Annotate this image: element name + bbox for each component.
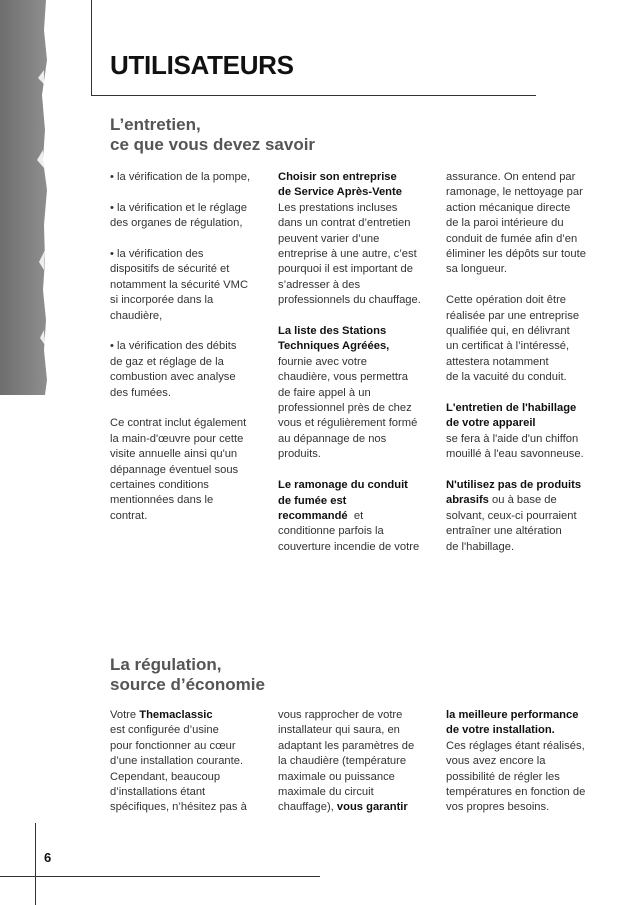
text-line bbox=[278, 170, 436, 185]
text-line bbox=[278, 432, 436, 447]
bold-text: Techniques Agréées, bbox=[278, 340, 390, 353]
text-line bbox=[110, 723, 268, 738]
text: maximale du circuit bbox=[278, 786, 374, 799]
bold-text: Choisir son entreprise bbox=[278, 171, 397, 183]
text: sa longueur. bbox=[446, 263, 507, 276]
text: vous rapprocher de votre bbox=[278, 709, 403, 721]
text-line bbox=[446, 370, 604, 385]
text-line bbox=[446, 339, 604, 354]
text: • la vérification des bbox=[110, 248, 204, 260]
text: Cependant, beaucoup bbox=[110, 770, 221, 783]
text: est configurée d’usine bbox=[110, 724, 219, 737]
paragraph bbox=[278, 170, 436, 309]
text: un certificat à l’intéressé, bbox=[446, 340, 570, 353]
text-line bbox=[278, 216, 436, 231]
text: éliminer les dépôts sur toute bbox=[446, 248, 586, 261]
text-line bbox=[110, 216, 268, 231]
text: d’une installation courante. bbox=[110, 755, 244, 768]
top-vertical-rule bbox=[91, 0, 92, 96]
text-line bbox=[278, 524, 436, 539]
text: Votre bbox=[110, 709, 140, 721]
text-line bbox=[110, 262, 268, 277]
text-line bbox=[446, 785, 604, 800]
text-line bbox=[278, 247, 436, 262]
text-line bbox=[278, 324, 436, 339]
text: au dépannage de nos bbox=[278, 432, 387, 445]
text: combustion avec analyse bbox=[110, 371, 236, 384]
text-line bbox=[278, 355, 436, 370]
section-heading-entretien bbox=[110, 115, 315, 155]
bold-text: abrasifs bbox=[446, 494, 489, 507]
bottom-vertical-rule bbox=[35, 823, 36, 905]
text-line bbox=[446, 324, 604, 339]
text-line bbox=[446, 401, 604, 416]
text: Ces réglages étant réalisés, bbox=[446, 739, 585, 752]
paragraph bbox=[278, 324, 436, 463]
text-line bbox=[278, 339, 436, 354]
text-line bbox=[278, 800, 436, 815]
text-line bbox=[110, 463, 268, 478]
regulation-column-1 bbox=[110, 708, 268, 831]
text: la main-d'œuvre pour cette bbox=[110, 432, 244, 445]
text-line bbox=[110, 785, 268, 800]
paragraph bbox=[446, 478, 604, 555]
text: réalisée par une entreprise bbox=[446, 309, 580, 322]
text: vous et régulièrement formé bbox=[278, 417, 418, 430]
text: vous avez encore la bbox=[446, 755, 546, 768]
text: conditionne parfois la bbox=[278, 525, 384, 538]
bold-text: Themaclassic bbox=[139, 709, 213, 721]
text: pourquoi il est important de bbox=[278, 263, 413, 276]
text: solvant, ceux-ci pourraient bbox=[446, 509, 577, 522]
heading-line: ce que vous devez savoir bbox=[110, 135, 316, 154]
text: Les prestations incluses bbox=[278, 201, 398, 214]
bold-text: La liste des Stations bbox=[278, 325, 387, 338]
text-line bbox=[446, 739, 604, 754]
text: assurance. On entend par bbox=[446, 171, 576, 183]
paragraph bbox=[110, 416, 268, 524]
text-line bbox=[110, 309, 268, 324]
text-line bbox=[278, 494, 436, 509]
text-line bbox=[278, 232, 436, 247]
paragraph bbox=[110, 170, 268, 185]
text: des organes de régulation, bbox=[110, 217, 243, 230]
decorative-side-band bbox=[0, 0, 50, 395]
paragraph bbox=[446, 401, 604, 463]
text-line bbox=[446, 524, 604, 539]
text-line bbox=[110, 278, 268, 293]
text-line bbox=[110, 800, 268, 815]
text: de la vacuité du conduit. bbox=[446, 371, 567, 384]
bold-text: de votre installation. bbox=[446, 724, 555, 737]
text-line bbox=[446, 708, 604, 723]
text-line bbox=[278, 540, 436, 555]
text-line bbox=[110, 170, 268, 185]
text-line bbox=[278, 416, 436, 431]
text: notamment la sécurité VMC bbox=[110, 278, 249, 291]
text: adaptant les paramètres de bbox=[278, 739, 415, 752]
paragraph bbox=[110, 339, 268, 401]
text-line bbox=[446, 447, 604, 462]
text: ramonage, le nettoyage par bbox=[446, 186, 583, 199]
text-line bbox=[446, 201, 604, 216]
text-line bbox=[110, 478, 268, 493]
paragraph bbox=[278, 708, 436, 816]
text: • la vérification de la pompe, bbox=[110, 171, 251, 183]
text-line bbox=[446, 170, 604, 185]
text-line bbox=[278, 278, 436, 293]
heading-line: La régulation, bbox=[110, 655, 222, 674]
text: Ce contrat inclut également bbox=[110, 417, 247, 430]
text-line bbox=[446, 355, 604, 370]
text: chaudière, vous permettra bbox=[278, 371, 408, 384]
text-line bbox=[110, 339, 268, 354]
text-line bbox=[278, 509, 436, 524]
text: dispositifs de sécurité et bbox=[110, 263, 230, 276]
text: chauffage), bbox=[278, 801, 337, 814]
text: mouillé à l'eau savonneuse. bbox=[446, 448, 584, 461]
text: visite annuelle ainsi qu'un bbox=[110, 448, 238, 461]
text: professionnel près de chez bbox=[278, 402, 412, 415]
paragraph bbox=[446, 170, 604, 278]
text-line bbox=[446, 416, 604, 431]
text: certaines conditions bbox=[110, 479, 209, 492]
text: attestera notamment bbox=[446, 355, 549, 368]
regulation-column-3 bbox=[446, 708, 604, 831]
text: couverture incendie de votre bbox=[278, 540, 420, 553]
text-line bbox=[446, 262, 604, 277]
text-line bbox=[110, 493, 268, 508]
text-line bbox=[278, 201, 436, 216]
text: s’adresser à des bbox=[278, 278, 361, 291]
bold-text: L'entretien de l'habillage bbox=[446, 402, 577, 415]
text-line bbox=[446, 800, 604, 815]
bold-text: N'utilisez pas de produits bbox=[446, 479, 582, 492]
text-line bbox=[446, 247, 604, 262]
text: de faire appel à un bbox=[278, 386, 371, 399]
text: entraîner une altération bbox=[446, 525, 562, 538]
text: des fumées. bbox=[110, 386, 171, 399]
text-line bbox=[110, 708, 268, 723]
text-line bbox=[446, 723, 604, 738]
text-line bbox=[278, 723, 436, 738]
text-line bbox=[446, 216, 604, 231]
text: • la vérification des débits bbox=[110, 340, 237, 353]
entretien-column-3 bbox=[446, 170, 604, 571]
text-line bbox=[110, 447, 268, 462]
top-horizontal-rule bbox=[91, 95, 536, 96]
bold-text: vous garantir bbox=[336, 801, 408, 814]
text: de la paroi intérieure du bbox=[446, 217, 564, 230]
text-line bbox=[446, 478, 604, 493]
text-line bbox=[446, 770, 604, 785]
text-line bbox=[110, 509, 268, 524]
text-line bbox=[446, 493, 604, 508]
heading-line: L’entretien, bbox=[110, 115, 201, 134]
text-line bbox=[278, 739, 436, 754]
bold-text: Le ramonage du conduit bbox=[278, 479, 408, 492]
text: spécifiques, n’hésitez pas à bbox=[110, 801, 247, 814]
text-line bbox=[278, 293, 436, 308]
text: qualifiée qui, en délivrant bbox=[446, 325, 570, 338]
paragraph bbox=[110, 247, 268, 324]
bold-text: de votre appareil bbox=[446, 417, 536, 430]
text-line bbox=[278, 185, 436, 200]
text-line bbox=[110, 386, 268, 401]
text-line bbox=[278, 370, 436, 385]
text-line bbox=[278, 708, 436, 723]
text-line bbox=[110, 370, 268, 385]
text: se fera à l'aide d'un chiffon bbox=[446, 432, 579, 445]
text-line bbox=[446, 185, 604, 200]
text: • la vérification et le réglage bbox=[110, 201, 247, 214]
heading-line: source d’économie bbox=[110, 675, 265, 694]
text: chaudière, bbox=[110, 309, 163, 322]
text-line bbox=[278, 262, 436, 277]
text: ou à base de bbox=[488, 494, 557, 507]
paragraph bbox=[278, 478, 436, 555]
text: professionnels du chauffage. bbox=[278, 294, 421, 307]
text-line bbox=[446, 309, 604, 324]
text-line bbox=[110, 293, 268, 308]
text: dépannage éventuel sous bbox=[110, 463, 239, 476]
text: températures en fonction de bbox=[446, 786, 586, 799]
text-line bbox=[110, 432, 268, 447]
text: Cette opération doit être bbox=[446, 294, 567, 307]
text-line bbox=[110, 247, 268, 262]
text-line bbox=[110, 201, 268, 216]
text: d’installations étant bbox=[110, 786, 206, 799]
text: peuvent varier d’une bbox=[278, 232, 380, 245]
text-line bbox=[278, 447, 436, 462]
text: entreprise à une autre, c’est bbox=[278, 248, 417, 261]
text: pour fonctionner au cœur bbox=[110, 739, 236, 752]
text: action mécanique directe bbox=[446, 201, 571, 214]
text-line bbox=[446, 754, 604, 769]
text: conduit de fumée afin d’en bbox=[446, 232, 578, 245]
text: possibilité de régler les bbox=[446, 770, 560, 783]
text: vos propres besoins. bbox=[446, 801, 550, 814]
entretien-column-2 bbox=[278, 170, 436, 571]
text: produits. bbox=[278, 448, 321, 461]
bold-text: recommandé bbox=[278, 509, 348, 522]
text-line bbox=[278, 401, 436, 416]
text: et bbox=[347, 509, 364, 522]
paragraph bbox=[446, 708, 604, 816]
text-line bbox=[278, 386, 436, 401]
text: mentionnées dans le bbox=[110, 494, 214, 507]
text: dans un contrat d’entretien bbox=[278, 217, 411, 230]
text: de gaz et réglage de la bbox=[110, 355, 224, 368]
page-number: 6 bbox=[44, 850, 52, 865]
section-heading-regulation bbox=[110, 655, 265, 695]
text-line bbox=[110, 416, 268, 431]
entretien-column-1 bbox=[110, 170, 268, 540]
text-line bbox=[278, 478, 436, 493]
text: de l'habillage. bbox=[446, 540, 515, 553]
text-line bbox=[278, 754, 436, 769]
text-line bbox=[278, 785, 436, 800]
paragraph bbox=[110, 708, 268, 816]
text: installateur qui saura, en bbox=[278, 724, 400, 737]
text-line bbox=[446, 540, 604, 555]
bottom-horizontal-rule bbox=[0, 876, 320, 877]
page-title: UTILISATEURS bbox=[110, 50, 294, 80]
text: maximale ou puissance bbox=[278, 770, 395, 783]
text-line bbox=[278, 770, 436, 785]
regulation-column-2 bbox=[278, 708, 436, 831]
paragraph bbox=[110, 201, 268, 232]
text-line bbox=[110, 770, 268, 785]
text-line bbox=[446, 232, 604, 247]
text: la chaudière (température bbox=[278, 755, 407, 768]
bold-text: la meilleure performance bbox=[446, 709, 579, 721]
text-line bbox=[446, 293, 604, 308]
text: contrat. bbox=[110, 509, 148, 522]
text: si incorporée dans la bbox=[110, 294, 214, 307]
paragraph bbox=[446, 293, 604, 385]
bold-text: de fumée est bbox=[278, 494, 347, 507]
text-line bbox=[110, 355, 268, 370]
text-line bbox=[110, 739, 268, 754]
text-line bbox=[110, 754, 268, 769]
text: fournie avec votre bbox=[278, 355, 367, 368]
bold-text: de Service Après-Vente bbox=[278, 186, 402, 199]
text-line bbox=[446, 509, 604, 524]
text-line bbox=[446, 432, 604, 447]
